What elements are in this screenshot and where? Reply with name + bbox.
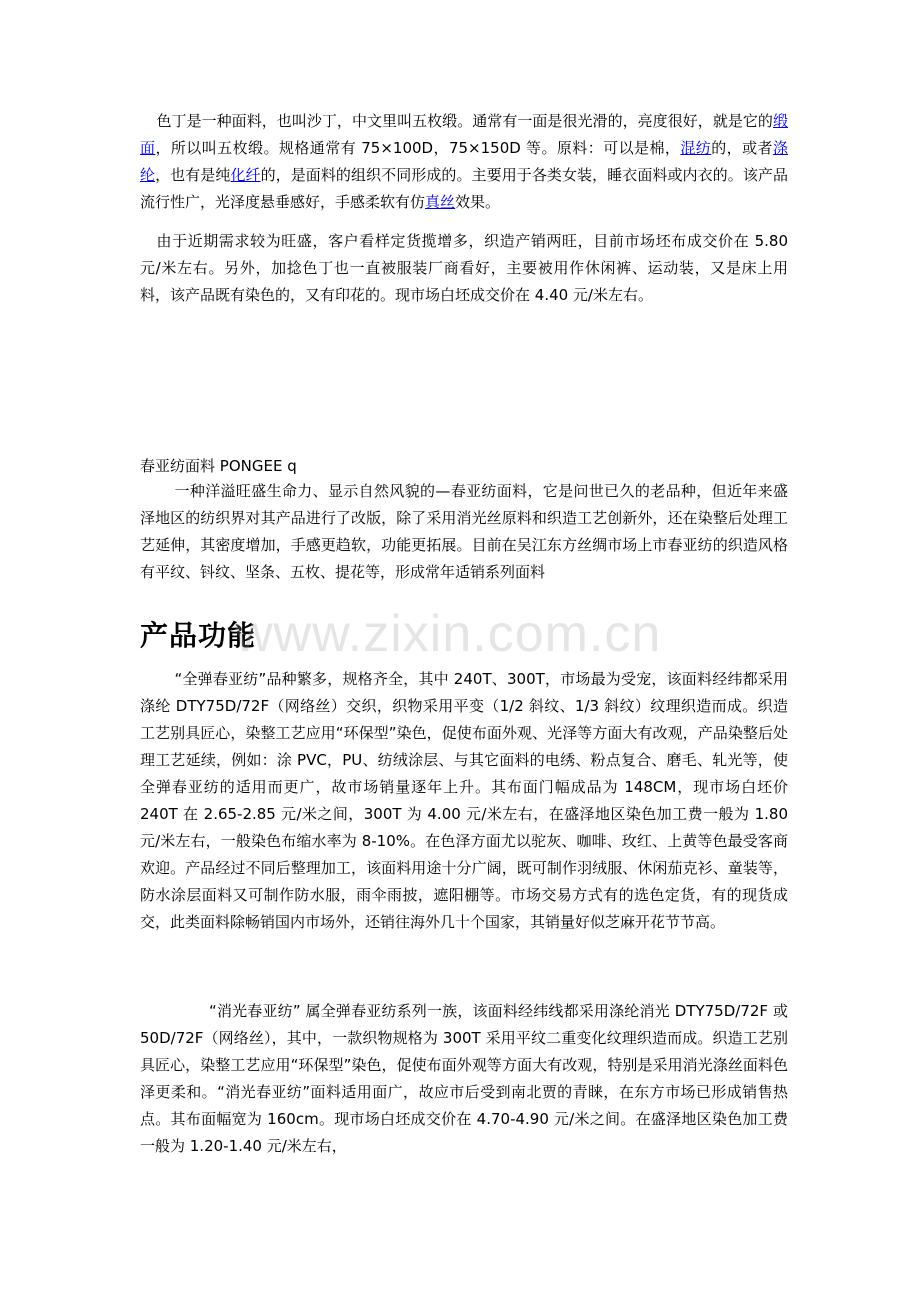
- text-run: 的，或者: [711, 139, 773, 157]
- paragraph-matte-pongee: “消光春亚纺” 属全弹春亚纺系列一族，该面料经纬线都采用涤纶消光 DTY75D/72F 或 50D/72F（网络丝），其中，一款织物规格为 300T 采用平纹二重变化纹理织造而成。织造工艺别具匠心，染整工艺应用“环保型”染色，促使布面外观等方面大有改观，特别是采用消光涤丝面料色泽更柔和。“消光春亚纺”面料适用面广，故应市后受到南北贾的青睐，在东方市场已形成销售热点。其布面幅宽为 160cm。现市场白坯成交价在 4.70-4.90 元/米之间。在盛泽地区染色加工费一般为 1.20-1.40 元/米左右，: [140, 1002, 788, 1155]
- text-run: ，所以叫五枚缎。规格通常有 75×100D，75×150D 等。原料：可以是棉，: [155, 139, 681, 157]
- paragraph-full-stretch-pongee: “全弹春亚纺”品种繁多，规格齐全，其中 240T、300T，市场最为受宠，该面料经纬都采用涤纶 DTY75D/72F（网络丝）交织，织物采用平变（1/2 斜纹、1/3 斜纹）纹理织造而成。织造工艺别具匠心，染整工艺应用“环保型”染色，促使布面外观、光泽等方面大有改观，产品染整后处理工艺延续，例如：涂 PVC，PU、纺绒涂层、与其它面料的电绣、粉点复合、磨毛、轧光等，使全弹春亚纺的适用而更广，故市场销量逐年上升。其布面门幅成品为 148CM，现市场白坯价 240T 在 2.65-2.85 元/米之间，300T 为 4.00 元/米左右，在盛泽地区染色加工费一般为 1.80 元/米左右，一般染色布缩水率为 8-10%。在色泽方面尤以驼灰、咖啡、玫红、上黄等色最受客商欢迎。产品经过不同后整理加工，该面料用途十分广阔，既可制作羽绒服、休闲茄克衫、童装等，防水涂层面料又可制作防水服，雨伞雨披，遮阳棚等。市场交易方式有的选色定货，有的现货成交，此类面料除畅销国内市场外，还销往海外几十个国家，其销量好似芝麻开花节节高。: [140, 670, 788, 931]
- link-blended[interactable]: 混纺: [680, 139, 712, 157]
- link-satin-surface[interactable]: 缎面: [140, 112, 788, 157]
- paragraph-satin-market: 由于近期需求较为旺盛，客户看样定货揽增多，织造产销两旺，目前市场坯布成交价在 5.80 元/米左右。另外，加捻色丁也一直被服装厂商看好，主要被用作休闲裤、运动装，又是床上用料，该产品既有染色的，又有印花的。现市场白坯成交价在 4.40 元/米左右。: [140, 232, 788, 304]
- text-run: ，也有是纯: [155, 166, 231, 184]
- link-real-silk[interactable]: 真丝: [425, 193, 456, 211]
- text-run: 的，是面料的组织不同形成的。主要用于各类女装，睡衣面料或内衣的。该产品流行性广，光泽度悬垂感好，手感柔软有仿: [140, 166, 788, 211]
- pongee-subtitle: 春亚纺面料 PONGEE q: [140, 457, 297, 475]
- watermark: www.zixin.com.cn: [235, 605, 662, 663]
- text-run: 效果。: [455, 193, 501, 211]
- paragraph-pongee-intro: 一种洋溢旺盛生命力、显示自然风貌的—春亚纺面料，它是问世已久的老品种，但近年来盛泽地区的纺织界对其产品进行了改版，除了采用消光丝原料和织造工艺创新外，还在染整后处理工艺延伸，其密度增加，手感更趋软，功能更拓展。目前在吴江东方丝绸市场上市春亚纺的织造风格有平纹、钭纹、坚条、五枚、提花等，形成常年适销系列面料: [140, 482, 788, 581]
- section-heading-product-function: 产品功能: [140, 619, 257, 652]
- link-chemical-fiber[interactable]: 化纤: [230, 166, 261, 184]
- text-run: 色丁是一种面料，也叫沙丁，中文里叫五枚缎。通常有一面是很光滑的，亮度很好，就是它的: [156, 112, 773, 130]
- paragraph-satin-intro: [140, 108, 788, 216]
- link-polyester[interactable]: 涤纶: [140, 139, 788, 184]
